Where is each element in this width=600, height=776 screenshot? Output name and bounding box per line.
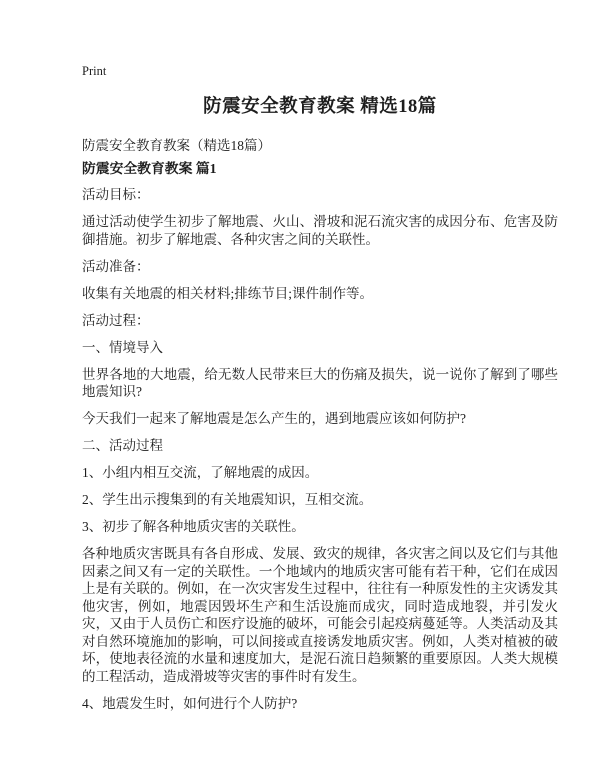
- paragraph: 今天我们一起来了解地震是怎么产生的，遇到地震应该如何防护?: [82, 411, 466, 426]
- paragraph: 一、情境导入: [82, 339, 163, 355]
- page-title: 防震安全教育教案 精选18篇: [203, 97, 437, 117]
- paragraph: 世界各地的大地震，给无数人民带来巨大的伤痛及损失，说一说你了解到了哪些地震知识?: [82, 366, 558, 399]
- paragraph: 收集有关地震的相关材料;排练节目;课件制作等。: [82, 285, 374, 301]
- paragraph: 各种地质灾害既具有各自形成、发展、致灾的规律，各灾害之间以及它们与其他因素之间又有一定的关联性。一个地域内的地质灾害可能有若干种，它们在成因上是有关联的。例如，在一次灾害发生过程中，往往有一种原发性的主灾诱发其他灾害，例如，地震因毁坏生产和生活设施而成灾，同时造成地裂，并引发火灾，又由于人员伤亡和医疗设施的破坏，可能会引起疫病蔓延等。人类活动及其对自然环境施加的影响，可以间接或直接诱发地质灾害。例如，人类对植被的破坏，使地表径流的水量和速度加大，是泥石流日趋频繁的重要原因。人类大规模的工程活动，造成滑坡等灾害的事件时有发生。: [82, 546, 558, 684]
- doc-subtitle: 防震安全教育教案（精选18篇）: [82, 138, 271, 153]
- paragraph: 活动目标：: [82, 187, 150, 202]
- paragraph: 通过活动使学生初步了解地震、火山、滑坡和泥石流灾害的成因分布、危害及防御措施。初步了解地震、各种灾害之间的关联性。: [82, 214, 558, 247]
- print-link[interactable]: Print: [82, 64, 107, 78]
- paragraph: 活动过程：: [82, 312, 150, 328]
- article-body: [82, 186, 558, 712]
- section-heading: 防震安全教育教案 篇1: [82, 160, 217, 176]
- paragraph: 二、活动过程: [82, 438, 163, 453]
- paragraph: 2、学生出示搜集到的有关地震知识，互相交流。: [82, 492, 373, 507]
- paragraph: 活动准备：: [82, 258, 150, 274]
- paragraph: 3、初步了解各种地质灾害的关联性。: [82, 519, 305, 534]
- paragraph: 1、小组内相互交流，了解地震的成因。: [82, 465, 319, 480]
- paragraph: 4、地震发生时，如何进行个人防护?: [82, 695, 298, 711]
